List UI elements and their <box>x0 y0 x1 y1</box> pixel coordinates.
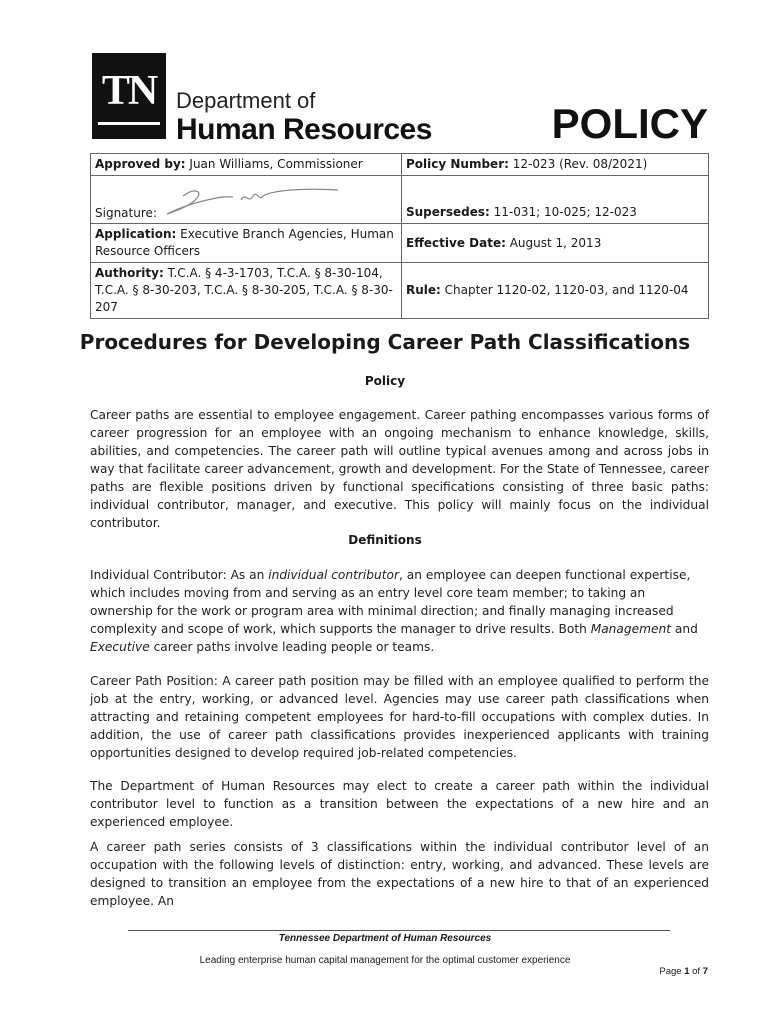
policy-metadata-table <box>90 153 709 319</box>
rule-value: Chapter 1120-02, 1120-03, and 1120-04 <box>444 283 689 297</box>
footer-tagline: Leading enterprise human capital management for the optimal customer experience <box>199 955 571 966</box>
page-of: of <box>692 966 701 977</box>
individual-contributor-paragraph <box>90 566 709 656</box>
handwritten-signature <box>163 182 343 220</box>
authority-label: Authority: <box>95 266 164 280</box>
authority-value: T.C.A. § 4-3-1703, T.C.A. § 8-30-104, T.C.A. § 8-30-203, T.C.A. § 8-30-205, T.C.A. § 8-30-207 <box>95 266 393 314</box>
dohr-transition-paragraph: The Department of Human Resources may elect to create a career path within the individual contributor level to function as a transition between the expectations of a new hire and an experienced employee. <box>90 779 709 829</box>
tn-dohr-logo <box>92 53 432 147</box>
effective-date-value: August 1, 2013 <box>509 235 602 250</box>
rule-cell <box>402 263 709 319</box>
policy-number-cell <box>402 154 709 176</box>
page-label: Page <box>659 966 682 977</box>
ic-text-2: , an employee can deepen functional expertise, which includes moving from and serving as an entry level core team member; to taking an ownership for the work or program area with minimal direction; and finally managing increased complexity and scope of work, which supports the manager to drive results. Both <box>90 568 691 636</box>
supersedes-value: 11-031; 10-025; 12-023 <box>493 205 637 219</box>
signature-cell <box>91 176 402 224</box>
policy-heading: Policy <box>364 374 406 388</box>
ic-text-4: career paths involve leading people or teams. <box>149 640 435 654</box>
approved-by-cell <box>91 154 402 176</box>
application-cell <box>91 224 402 263</box>
footer-organization: Tennessee Department of Human Resources <box>278 933 492 944</box>
logo-mark-text: TN <box>101 68 157 114</box>
application-label: Application: <box>95 227 177 241</box>
policy-paragraph: Career paths are essential to employee engagement. Career pathing encompasses various forms of career progression for an employee with an ongoing mechanism to enhance knowledge, skills, abilities, and competencies. The career path will outline typical avenues among and across jobs in way that facilitate career advancement, growth and development. For the State of Tennessee, career paths are flexible positions driven by functional specifications consisting of three basic paths: individual contributor, manager, and executive. This policy will mainly focus on the individual contributor. <box>90 408 709 530</box>
footer-divider <box>128 930 670 931</box>
signature-label: Signature: <box>95 206 157 220</box>
application-value: Executive Branch Agencies, Human Resource Officers <box>95 227 394 258</box>
page-current: 1 <box>684 966 690 977</box>
logo-underline <box>98 122 160 125</box>
ic-italic-individual-contributor: individual contributor <box>268 568 399 582</box>
policy-number-value: 12-023 (Rev. 08/2021) <box>512 157 648 171</box>
definitions-heading: Definitions <box>348 533 422 547</box>
effective-date-cell <box>402 224 709 263</box>
page-number <box>659 966 708 977</box>
supersedes-cell <box>402 176 709 224</box>
tn-logo-mark <box>92 53 166 139</box>
authority-cell <box>91 263 402 319</box>
ic-italic-management: Management <box>590 622 671 636</box>
rule-label: Rule: <box>406 283 441 297</box>
approved-by-label: Approved by: <box>95 157 186 171</box>
supersedes-label: Supersedes: <box>406 205 490 219</box>
logo-line1: Department of <box>176 88 316 113</box>
career-path-position-paragraph: Career Path Position: A career path position may be filled with an employee qualified to perform the job at the entry, working, or advanced level. Agencies may use career path classifications when attracting and retaining competent employees for hard-to-fill occupations with complex duties. In addition, the use of career path classifications provides inexperienced applicants with training opportunities designed to develop required job-related competencies. <box>90 674 709 760</box>
career-path-series-paragraph: A career path series consists of 3 classifications within the individual contributor level of an occupation with the following levels of distinction: entry, working, and advanced. These levels are designed to transition an employee from the expectations of a new hire to that of an experienced employee. An <box>90 840 709 908</box>
ic-text-3: and <box>671 622 698 636</box>
effective-date-label: Effective Date: <box>406 235 506 250</box>
ic-text-1: Individual Contributor: As an <box>90 568 269 582</box>
approved-by-value: Juan Williams, Commissioner <box>189 157 363 171</box>
ic-italic-executive: Executive <box>90 640 150 654</box>
logo-wordmark <box>176 89 432 147</box>
document-title: Procedures for Developing Career Path Classifications <box>79 330 691 354</box>
logo-line2: Human Resources <box>176 113 432 146</box>
policy-number-label: Policy Number: <box>406 157 509 171</box>
page-total: 7 <box>702 966 708 977</box>
document-type-heading: POLICY <box>551 100 708 147</box>
